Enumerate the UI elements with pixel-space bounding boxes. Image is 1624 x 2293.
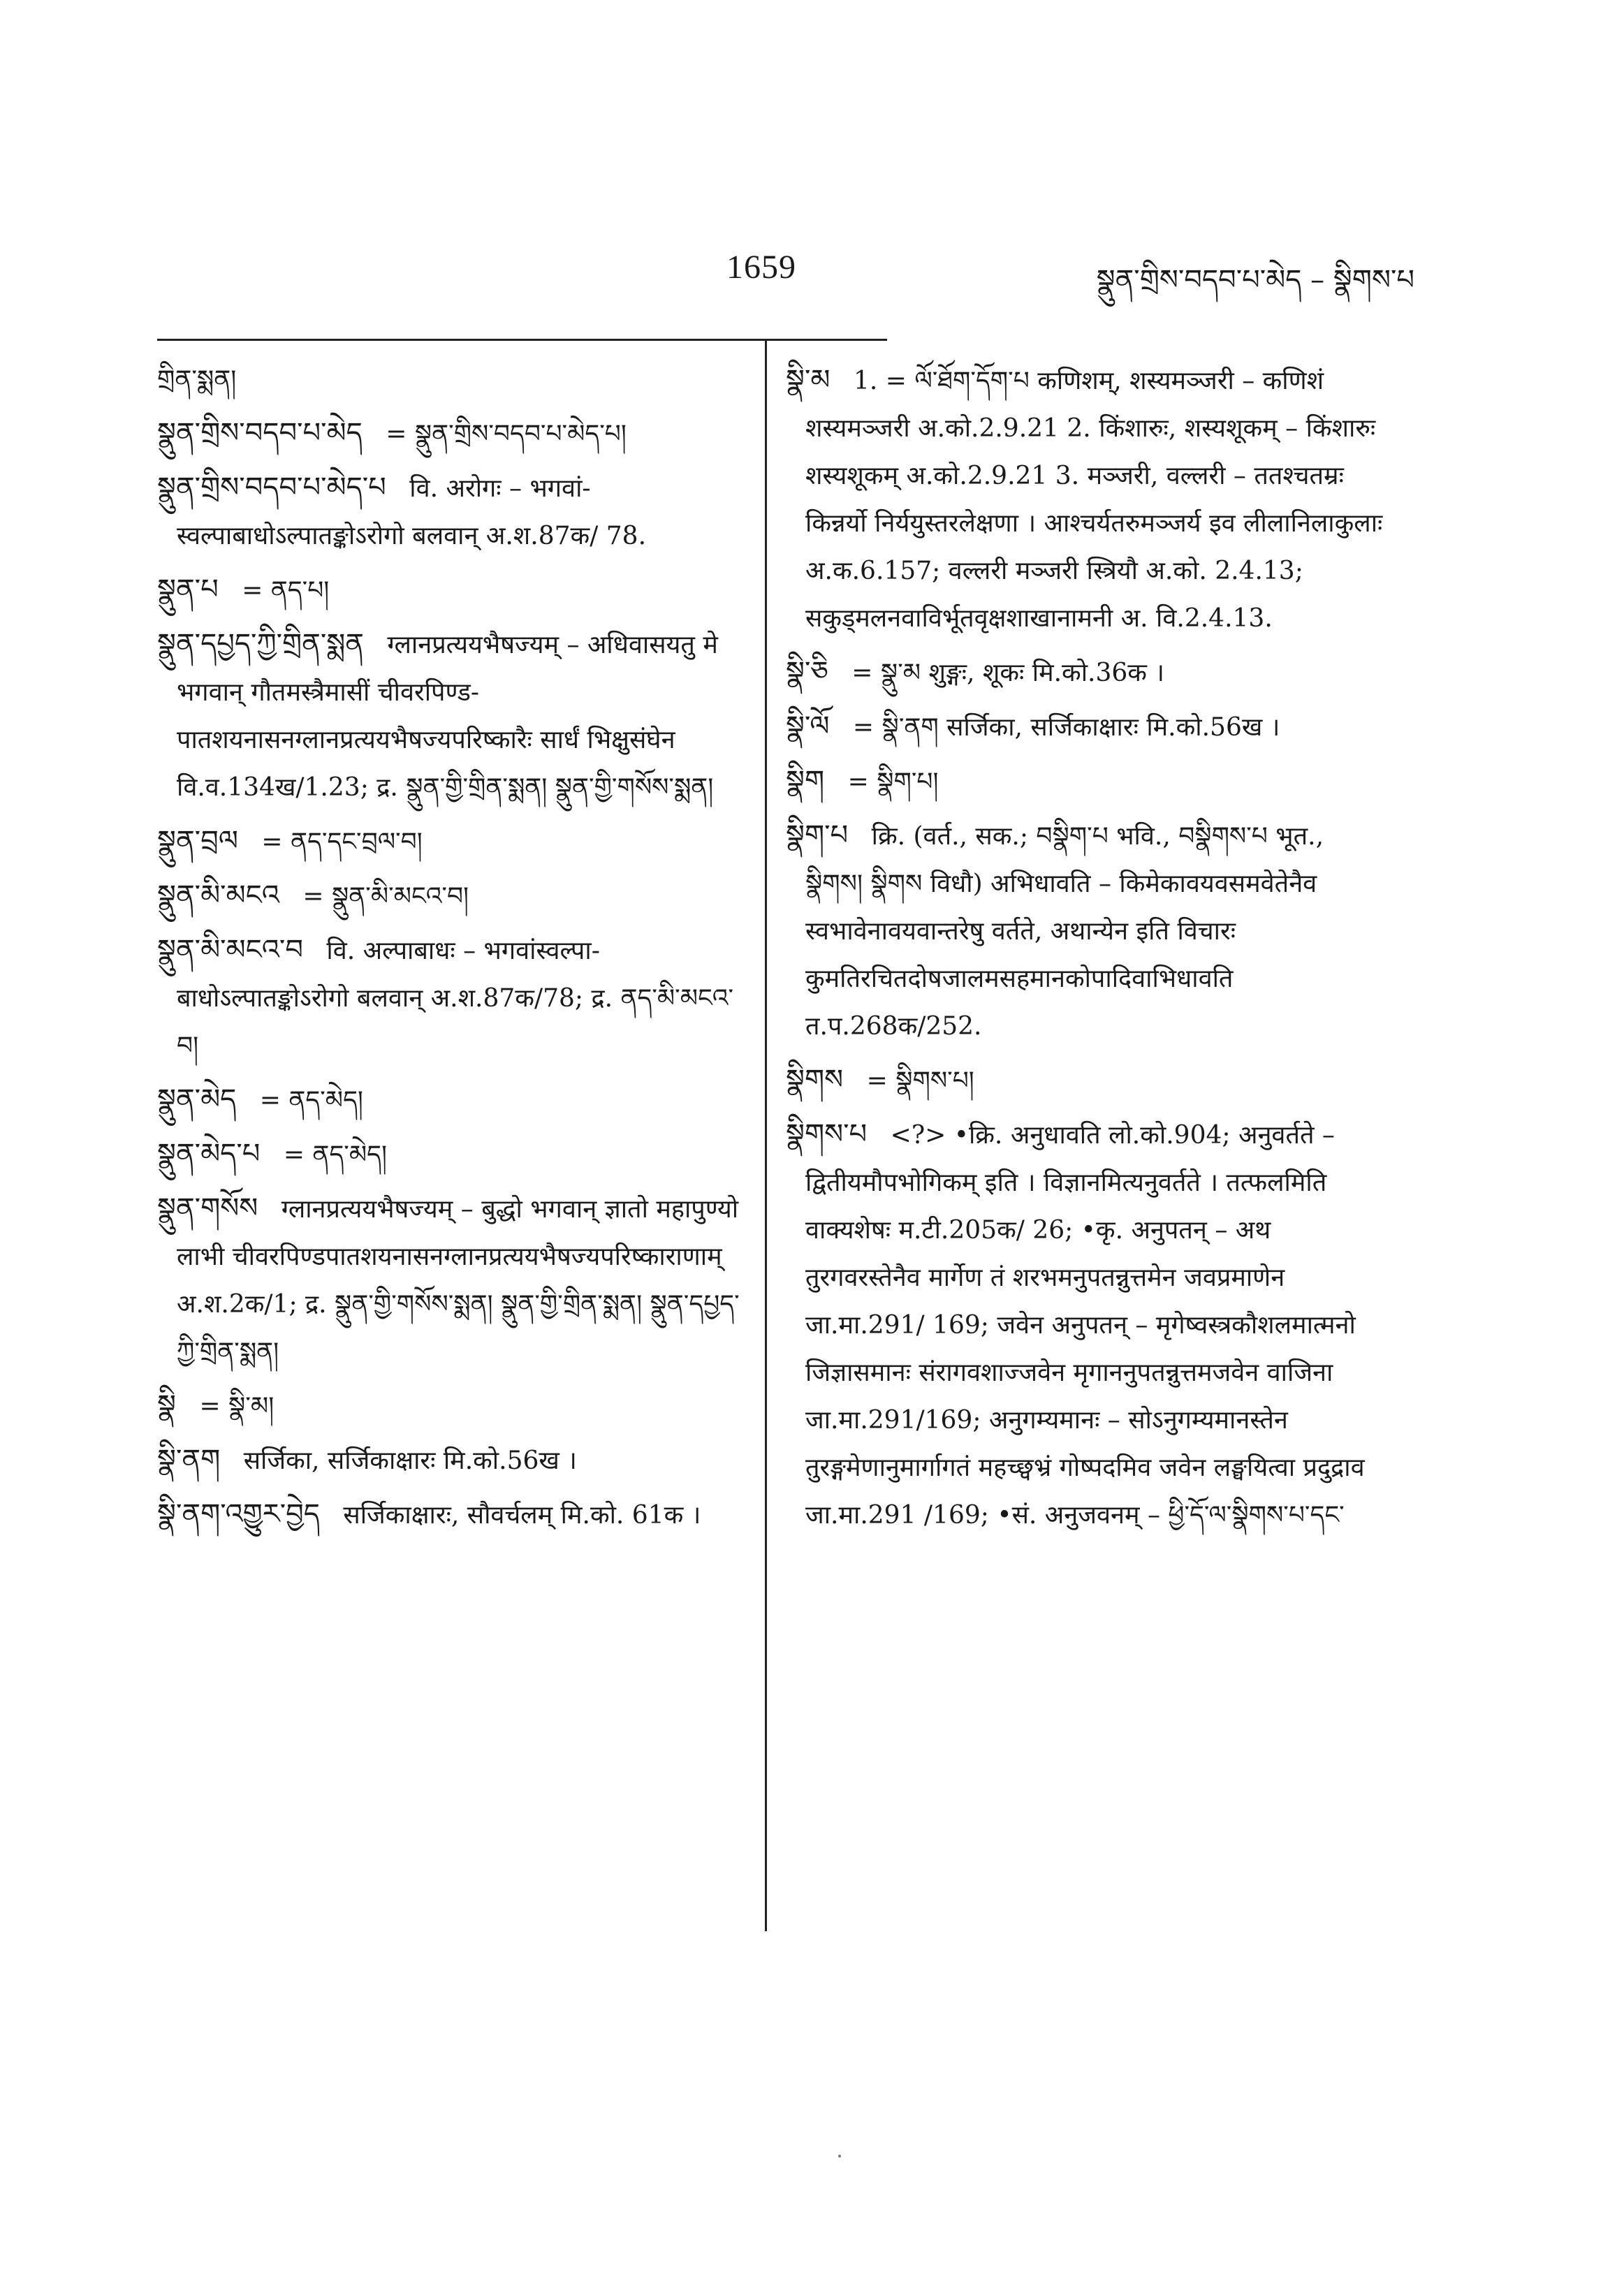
entry-headword: སྣིག་པ bbox=[786, 819, 849, 851]
entry-body: = ནད་དང་བྲལ་བ། bbox=[261, 828, 423, 856]
entry-body: वि. अरोगः – भगवांस्वल्पाबाधोऽल्पातङ्कोऽरोगो बलवान् अ.श.87क/ 78. bbox=[177, 474, 647, 550]
entry-headword: སྣིགས་པ bbox=[786, 1118, 868, 1150]
dictionary-entry bbox=[157, 356, 754, 404]
entry-body: = ནད་པ། bbox=[242, 576, 330, 605]
dictionary-entry bbox=[157, 464, 754, 560]
entry-headword: སྣུན་གྲིས་བདབ་པ་མེད་པ bbox=[157, 471, 386, 504]
running-head: སྣུན་གྲིས་བདབ་པ་མེད – སྣིགས་པ bbox=[1096, 264, 1414, 296]
entry-headword: སྣུན་མི་མངའ་བ bbox=[157, 934, 303, 966]
entry-body: 1. = ལོ་ཐོག་དོག་པ कणिशम्, शस्यमञ्जरी – कणिशं शस्यमञ्जरी अ.को.2.9.21 2. किंशारुः, शस्यशूकम् – किंशारुः शस्यशूकम् अ.को.2.9.21 3. मञ्जरी, वल्लरी – ततश्चतम्रः किन्नर्यो निर्ययुस्तरलेक्षणा । आश्चर्यतरुमञ्जर्य इव लीलानिलाकुलाः अ.क.6.157; वल्लरी मञ्जरी स्त्रियौ अ.को. 2.4.13; सकुड्मलनवाविर्भूतवृक्षशाखानामनी अ. वि.2.4.13. bbox=[805, 367, 1383, 633]
dictionary-entry bbox=[157, 1436, 754, 1485]
entry-body: सर्जिका, सर्जिकाक्षारः मि.को.56ख । bbox=[243, 1446, 577, 1475]
entry-body: क्रि. (वर्त., सक.; བསྣིག་པ भवि., བསྣིགས་པ भूत., སྣིགས། སྣིགས विधौ) अभिधावति – किमेकावयवसमवेतेनैव स्वभावेनावयवान्तरेषु वर्तते, अथान्येन इति विचारः कुमतिरचितदोषजालमसहमानकोपादिवाभिधावति त.प.268क/252. bbox=[805, 822, 1324, 1041]
entry-headword: སྣི་མ bbox=[786, 364, 831, 396]
stray-ink-dot bbox=[838, 2155, 841, 2158]
dictionary-entry bbox=[786, 356, 1383, 643]
column-divider bbox=[765, 339, 767, 1931]
dictionary-entry bbox=[786, 1111, 1383, 1539]
dictionary-entry bbox=[157, 872, 754, 921]
page-number: 1659 bbox=[726, 249, 796, 286]
dictionary-entry bbox=[157, 926, 754, 1070]
entry-headword: སྣིགས bbox=[786, 1064, 844, 1096]
dictionary-entry bbox=[786, 757, 1383, 806]
dictionary-entry bbox=[157, 566, 754, 615]
entry-headword: སྣུན་གསོས bbox=[157, 1192, 258, 1224]
entry-body: = ནད་མེད། bbox=[259, 1086, 363, 1115]
entry-headword: སྣུན་བྲལ bbox=[157, 825, 238, 857]
entry-body: = སྣུན་མི་མངའ་བ། bbox=[302, 882, 469, 911]
dictionary-entry bbox=[157, 409, 754, 458]
entry-continuation: གྲིན་སྨན། bbox=[157, 365, 237, 394]
dictionary-entry bbox=[786, 1056, 1383, 1105]
entry-body: वि. अल्पाबाधः – भगवांस्वल्पाबाधोऽल्पातङ्कोऽरोगो बलवान् अ.श.87क/78; द्र. ནད་མི་མངའ་བ། bbox=[177, 937, 733, 1060]
dictionary-entry bbox=[157, 1185, 754, 1376]
entry-headword: སྣུན་གྲིས་བདབ་པ་མེད bbox=[157, 417, 363, 449]
dictionary-entry bbox=[786, 703, 1383, 752]
entry-headword: སྣི་ལོ bbox=[786, 710, 830, 742]
entry-headword: སྣི་ཅི bbox=[786, 656, 828, 688]
entry-body: ग्लानप्रत्ययभैषज्यम् – अधिवासयतु मे भगवान् गौतमस्त्रैमासीं चीवरपिण्डपातशयनासनग्लानप्रत्ययभैषज्यपरिष्कारैः सार्धं भिक्षुसंघेन वि.व.134ख/1.23; द्र. སྣུན་གྱི་གྲིན་སྨན། སྣུན་གྱི་གསོས་སྨན། bbox=[177, 631, 718, 802]
entry-headword: སྣུན་མེད bbox=[157, 1083, 237, 1115]
entry-body: <?> •क्रि. अनुधावति लो.को.904; अनुवर्तते – द्वितीयमौपभोगिकम् इति । विज्ञानमित्यनुवर्तते । तत्फलमिति वाक्यशेषः म.टी.205क/ 26; •कृ. अनुपतन् – अथ तुरगवरस्तेनैव मार्गेण तं शरभमनुपतन्नुत्तमेन जवप्रमाणेन जा.मा.291/ 169; जवेन अनुपतन् – मृगेष्वस्त्रकौशलमात्मनो जिज्ञासमानः संरागवशाज्जवेन मृगाननुपतन्नुत्तमजवेन वाजिना जा.मा.291/169; अनुगम्यमानः – सोऽनुगम्यमानस्तेन तुरङ्गमेणानुमार्गागतं महच्छ्वभ्रं गोष्पदमिव जवेन लङ्घयित्वा प्रदुद्राव जा.मा.291 /169; •सं. अनुजवनम् – ཕྱི་དོ་ལ་སྣིགས་པ་དང་ bbox=[805, 1121, 1365, 1530]
dictionary-entry bbox=[157, 1382, 754, 1430]
entry-body: सर्जिकाक्षारः, सौवर्चलम् मि.को. 61क । bbox=[343, 1501, 701, 1530]
entry-body: = སྣི་མ། bbox=[199, 1392, 275, 1421]
entry-body: = སྣིགས་པ། bbox=[866, 1067, 974, 1095]
right-column bbox=[786, 356, 1383, 1545]
entry-body: = སྣི་ནག सर्जिका, सर्जिकाक्षारः मि.को.56ख । bbox=[852, 713, 1280, 742]
entry-headword: སྣུན་མི་མངའ bbox=[157, 879, 279, 911]
dictionary-entry bbox=[786, 812, 1383, 1050]
entry-headword: སྣུན་མེད་པ bbox=[157, 1138, 261, 1170]
dictionary-entry bbox=[157, 620, 754, 812]
entry-headword: སྣི་ནག bbox=[157, 1444, 221, 1476]
entry-headword: སྣུན་དཔྱད་ཀྱི་གྲིན་སྨན bbox=[157, 628, 364, 660]
entry-headword: སྣུན་པ bbox=[157, 573, 219, 606]
entry-body: = སྣིག་པ། bbox=[847, 768, 939, 796]
page-header bbox=[0, 248, 1624, 297]
entry-body: = ནད་མེད། bbox=[283, 1141, 387, 1169]
dictionary-entry bbox=[786, 648, 1383, 697]
entry-headword: སྣིག bbox=[786, 765, 825, 797]
entry-headword: སྣི bbox=[157, 1389, 176, 1421]
entry-body: = སྣུན་གྲིས་བདབ་པ་མེད་པ། bbox=[386, 420, 627, 448]
left-column bbox=[157, 356, 754, 1545]
entry-body: = སྣུ་མ शुङ्गः, शूकः मि.को.36क । bbox=[851, 659, 1165, 687]
dictionary-entry bbox=[157, 1076, 754, 1124]
dictionary-entry bbox=[157, 817, 754, 866]
dictionary-entry bbox=[157, 1130, 754, 1179]
entry-headword: སྣི་ནག་འགྱུར་བྱེད bbox=[157, 1498, 320, 1530]
dictionary-entry bbox=[157, 1490, 754, 1539]
header-rule bbox=[157, 339, 887, 341]
entry-body: ग्लानप्रत्ययभैषज्यम् – बुद्धो भगवान् ज्ञातो महापुण्यो लाभी चीवरपिण्डपातशयनासनग्लानप्रत्ययभैषज्यपरिष्काराणाम् अ.श.2क/1; द्र. སྣུན་གྱི་གསོས་སྨན། སྣུན་གྱི་གྲིན་སྨན། སྣུན་དཔྱད་ཀྱི་གྲིན་སྨན། bbox=[177, 1195, 740, 1366]
